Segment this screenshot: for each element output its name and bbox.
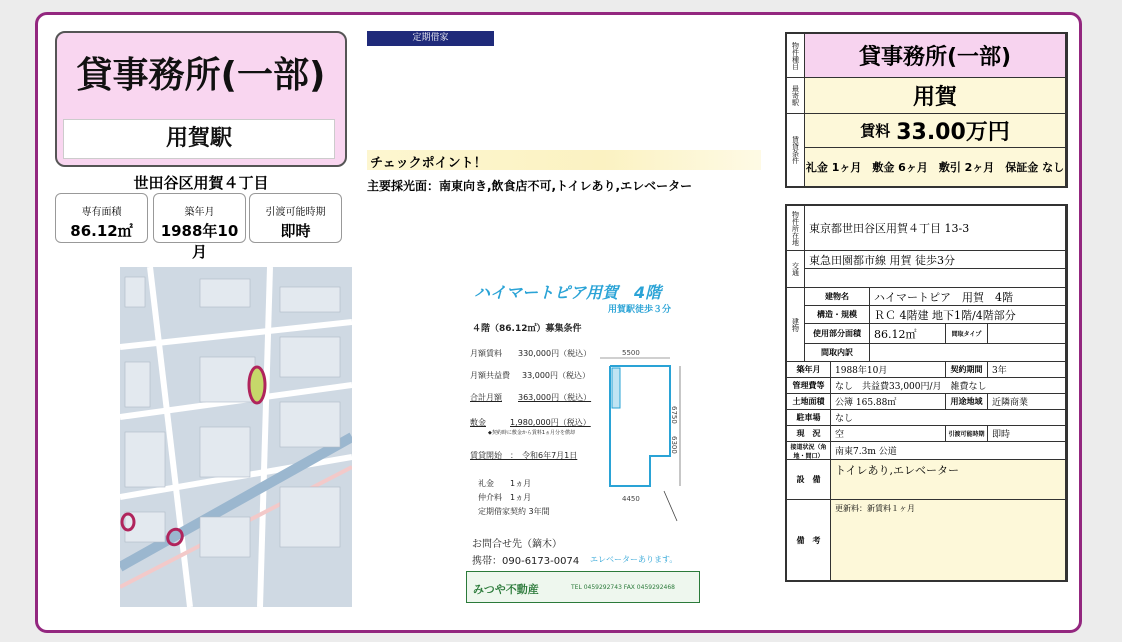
land-value: 公簿 165.88㎡: [831, 394, 946, 410]
conditions-value: 礼金 1ヶ月 敷金 6ヶ月 敷引 2ヶ月 保証金 なし: [805, 148, 1066, 186]
agency-tel: TEL 0459292743 FAX 0459292468: [571, 584, 675, 591]
handover-label: 引渡可能時期: [946, 426, 988, 442]
flyer-phone: 携帯：090-6173-0074: [472, 556, 580, 567]
building-name-value: ハイマートピア 用賀 4階: [870, 288, 1066, 306]
flyer-term: 仲介料 1ヵ月: [478, 493, 532, 502]
station-value: 用賀: [805, 78, 1066, 114]
floor-plan-drawing: [592, 336, 692, 526]
layout-type-label: 間取タイプ: [946, 324, 988, 344]
fixed-term-lease-badge: 定期借家: [367, 31, 494, 46]
transit-value: 東急田園都市線 用賀 徒歩3分: [805, 251, 1066, 269]
handover-box-value: 即時: [280, 222, 311, 240]
built-box-value: 1988年10月: [160, 222, 239, 261]
plan-dim-bottom: 4450: [622, 495, 640, 503]
building-name-label: 建物名: [805, 288, 870, 306]
built-label: 築年月: [787, 362, 831, 378]
built-box-label: 築年月: [184, 207, 215, 218]
flyer-row-value: 1,980,000円（税込）: [510, 418, 591, 427]
rent-label: 賃貸条件: [787, 114, 805, 186]
checkpoint-detail: 主要採光面：南東向き,飲食店不可,トイレあり,エレベーター: [367, 179, 693, 193]
plan-dim-right: 6750: [670, 406, 678, 424]
plan-dim-right-lower: 6300: [670, 436, 678, 454]
type-value: 貸事務所(一部): [805, 34, 1066, 78]
zoning-label: 用途地域: [946, 394, 988, 410]
road-value: 南東7.3m 公道: [831, 442, 1066, 460]
parking-label: 駐車場: [787, 410, 831, 426]
structure-label: 構造・規模: [805, 306, 870, 324]
flyer-term: 定期借家契約 3年間: [478, 507, 550, 516]
station-label: 用賀駅: [63, 119, 335, 159]
area-box-value: 86.12㎡: [70, 222, 133, 240]
handover-box-label: 引渡可能時期: [265, 207, 326, 218]
map-graphic: [120, 267, 352, 607]
facilities-value: トイレあり,エレベーター: [831, 460, 1066, 500]
flyer-title: ハイマートピア用賀 4階: [474, 283, 662, 302]
parking-value: なし: [831, 410, 1066, 426]
mgmt-value: なし 共益費33,000円/月 雑費なし: [831, 378, 1066, 394]
flyer-row-value: 33,000円（税込）: [522, 371, 590, 380]
layout-type-value: [988, 324, 1066, 344]
agency-name: みつや不動産: [473, 583, 539, 596]
plan-dim-top: 5500: [622, 349, 640, 357]
contract-label: 契約期間: [946, 362, 988, 378]
building-label: 建物: [787, 288, 805, 362]
rent-row: [805, 114, 1066, 148]
detail-table: [785, 204, 1068, 582]
checkpoint-title: チェックポイント！: [370, 156, 487, 171]
road-label: 接道状況（角地・間口）: [787, 442, 831, 460]
station-label-cell: 最寄駅: [787, 78, 805, 114]
agency-logo-box: [466, 571, 700, 603]
rent-prefix: 賃料: [860, 122, 891, 140]
area-box-label: 専有面積: [81, 207, 122, 218]
type-label: 物件種目: [787, 34, 805, 78]
flyer-term: 礼金 1ヵ月: [478, 479, 532, 488]
location-value: 東京都世田谷区用賀４丁目 13-3: [805, 206, 1066, 251]
handover-value: 即時: [988, 426, 1066, 442]
summary-table: [785, 32, 1068, 188]
built-box: [153, 193, 246, 261]
status-value: 空: [831, 426, 946, 442]
mgmt-label: 管理費等: [787, 378, 831, 394]
remarks-value: 更新料：新賃料１ヶ月: [831, 500, 1066, 580]
property-type-title: 貸事務所(一部): [76, 55, 326, 96]
flyer-row-value: 363,000円（税込）: [518, 393, 592, 402]
remarks-label: 備 考: [787, 500, 831, 580]
zoning-value: 近隣商業: [988, 394, 1066, 410]
location-map: [120, 267, 352, 607]
transit-empty: [805, 269, 1066, 288]
contract-value: 3年: [988, 362, 1066, 378]
layout-detail-label: 間取内訳: [805, 344, 870, 362]
flyer-note: ◆契約時に敷金から賃料1ヵ月分を償却: [488, 430, 576, 436]
flyer-row-label: 月額賃料: [470, 349, 502, 358]
floor-plan-flyer: [458, 266, 708, 610]
flyer-start: 賃貸開始 ： 令和6年7月1日: [470, 451, 578, 460]
flyer-row-value: 330,000円（税込）: [518, 349, 592, 358]
facilities-label: 設 備: [787, 460, 831, 500]
property-type-card: [55, 31, 347, 167]
flyer-subtitle: 用賀駅徒歩３分: [608, 305, 672, 315]
flyer-row-label: 月額共益費: [470, 371, 510, 380]
area-box: [55, 193, 148, 243]
handover-box: [249, 193, 342, 243]
land-label: 土地面積: [787, 394, 831, 410]
area-value: 86.12㎡: [870, 324, 946, 344]
address-text: 世田谷区用賀４丁目: [133, 174, 269, 192]
flyer-row-label: 合計月額: [470, 393, 502, 402]
flyer-row-label: 敷金: [470, 418, 486, 427]
layout-detail-value: [870, 344, 1066, 362]
structure-value: ＲＣ 4階建 地下1階/4階部分: [870, 306, 1066, 324]
built-value: 1988年10月: [831, 362, 946, 378]
flyer-elevator: エレベーターあります。: [590, 555, 678, 564]
flyer-contact: お問合せ先（鏑木）: [472, 539, 562, 550]
status-label: 現 況: [787, 426, 831, 442]
rent-value: 33.00万円: [896, 120, 1010, 145]
area-label: 使用部分面積: [805, 324, 870, 344]
transit-label: 交通: [787, 251, 805, 288]
location-label: 物件所在地: [787, 206, 805, 251]
flyer-heading: ４階（86.12㎡）募集条件: [472, 324, 582, 334]
